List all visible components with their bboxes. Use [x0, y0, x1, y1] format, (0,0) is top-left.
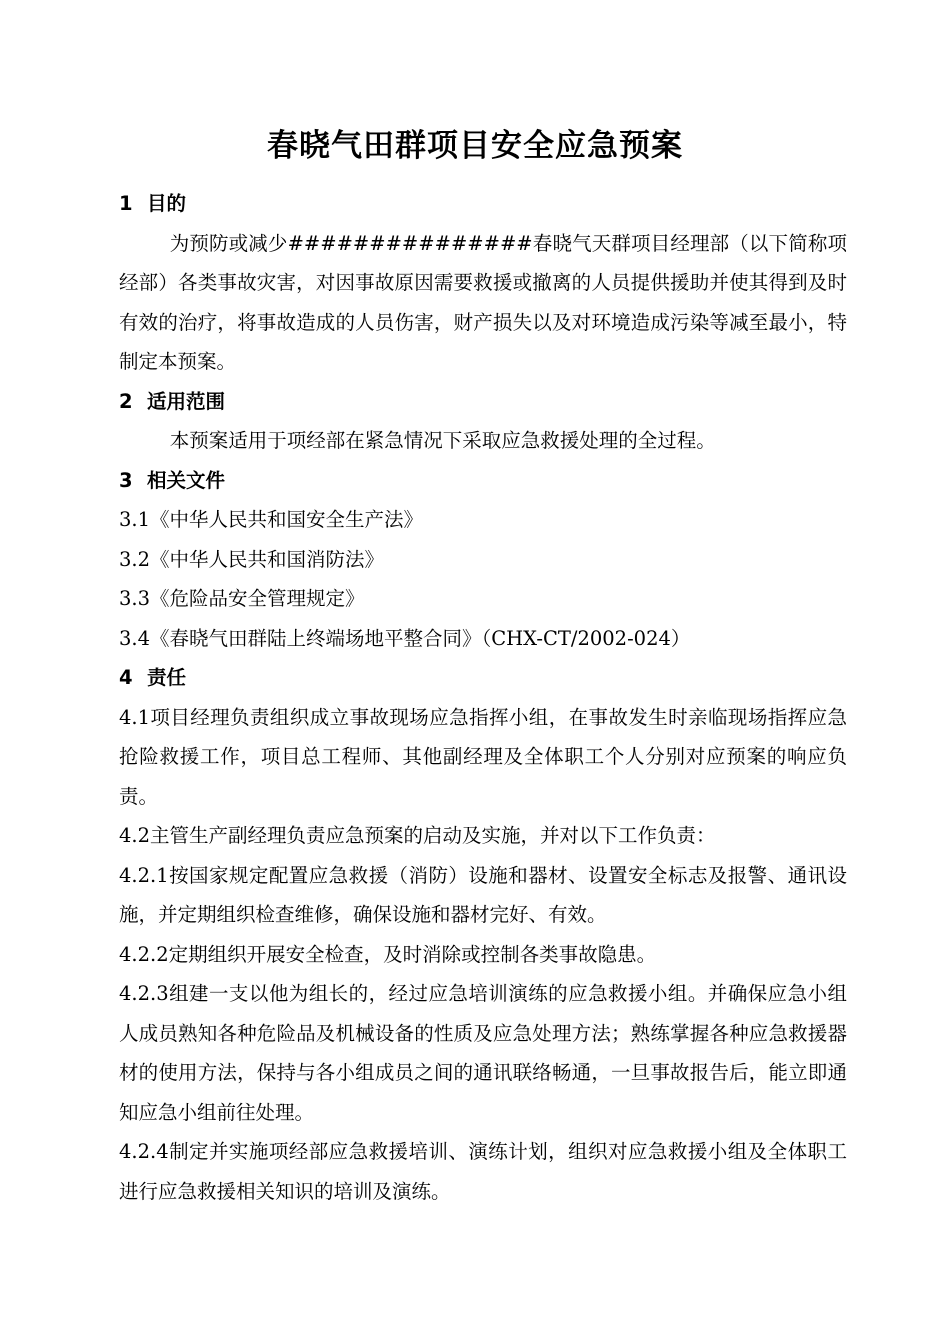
- section-title: 责任: [147, 666, 187, 689]
- section-number: 1: [119, 192, 133, 215]
- section-title: 适用范围: [147, 389, 226, 413]
- responsibility-item: 4.2.1按国家规定配置应急救援（消防）设施和器材、设置安全标志及报警、通讯设施，并定期组织检查维修，确保设施和器材完好、有效。: [119, 863, 847, 926]
- section-heading-scope: [119, 382, 847, 422]
- section-number: 4: [119, 666, 133, 689]
- section-number: 3: [119, 468, 133, 492]
- section-heading-related-docs: [119, 461, 847, 501]
- responsibility-item: 4.2.2定期组织开展安全检查，及时消除或控制各类事故隐患。: [119, 942, 657, 966]
- related-doc-item: 3.4《春晓气田群陆上终端场地平整合同》（CHX-CT/2002-024）: [119, 626, 691, 650]
- purpose-paragraph: 为预防或减少###############春晓气天群项目经理部（以下简称项经部）各类事故灾害，对因事故原因需要救援或撤离的人员提供援助并使其得到及时有效的治疗，将事故造成的人员伤害，财产损失以及对环境造成污染等减至最小，特制定本预案。: [119, 231, 847, 373]
- related-doc-item: 3.1《中华人民共和国安全生产法》: [119, 508, 424, 531]
- responsibility-item: 4.2.4制定并实施项经部应急救援培训、演练计划，组织对应急救援小组及全体职工进行应急救援相关知识的培训及演练。: [119, 1140, 847, 1203]
- document-title: 春晓气田群项目安全应急预案: [267, 128, 683, 164]
- responsibility-item: 4.2.3组建一支以他为组长的，经过应急培训演练的应急救援小组。并确保应急小组人成员熟知各种危险品及机械设备的性质及应急处理方法；熟练掌握各种应急救援器材的使用方法，保持与各小组成员之间的通讯联络畅通，一旦事故报告后，能立即通知应急小组前往处理。: [119, 982, 847, 1124]
- responsibility-item: 4.1项目经理负责组织成立事故现场应急指挥小组，在事故发生时亲临现场指挥应急抢险救援工作，项目总工程师、其他副经理及全体职工个人分别对应预案的响应负责。: [119, 705, 847, 808]
- scope-paragraph: 本预案适用于项经部在紧急情况下采取应急救援处理的全过程。: [169, 429, 716, 452]
- section-heading-purpose: [119, 184, 847, 224]
- responsibility-item: 4.2主管生产副经理负责应急预案的启动及实施，并对以下工作负责：: [119, 824, 716, 847]
- section-number: 2: [119, 389, 133, 413]
- document-body: [119, 184, 847, 1211]
- section-heading-responsibility: [119, 658, 847, 698]
- section-title: 相关文件: [147, 468, 226, 492]
- section-title: 目的: [147, 192, 187, 215]
- related-doc-item: 3.2《中华人民共和国消防法》: [119, 547, 385, 571]
- related-doc-item: 3.3《危险品安全管理规定》: [119, 587, 365, 610]
